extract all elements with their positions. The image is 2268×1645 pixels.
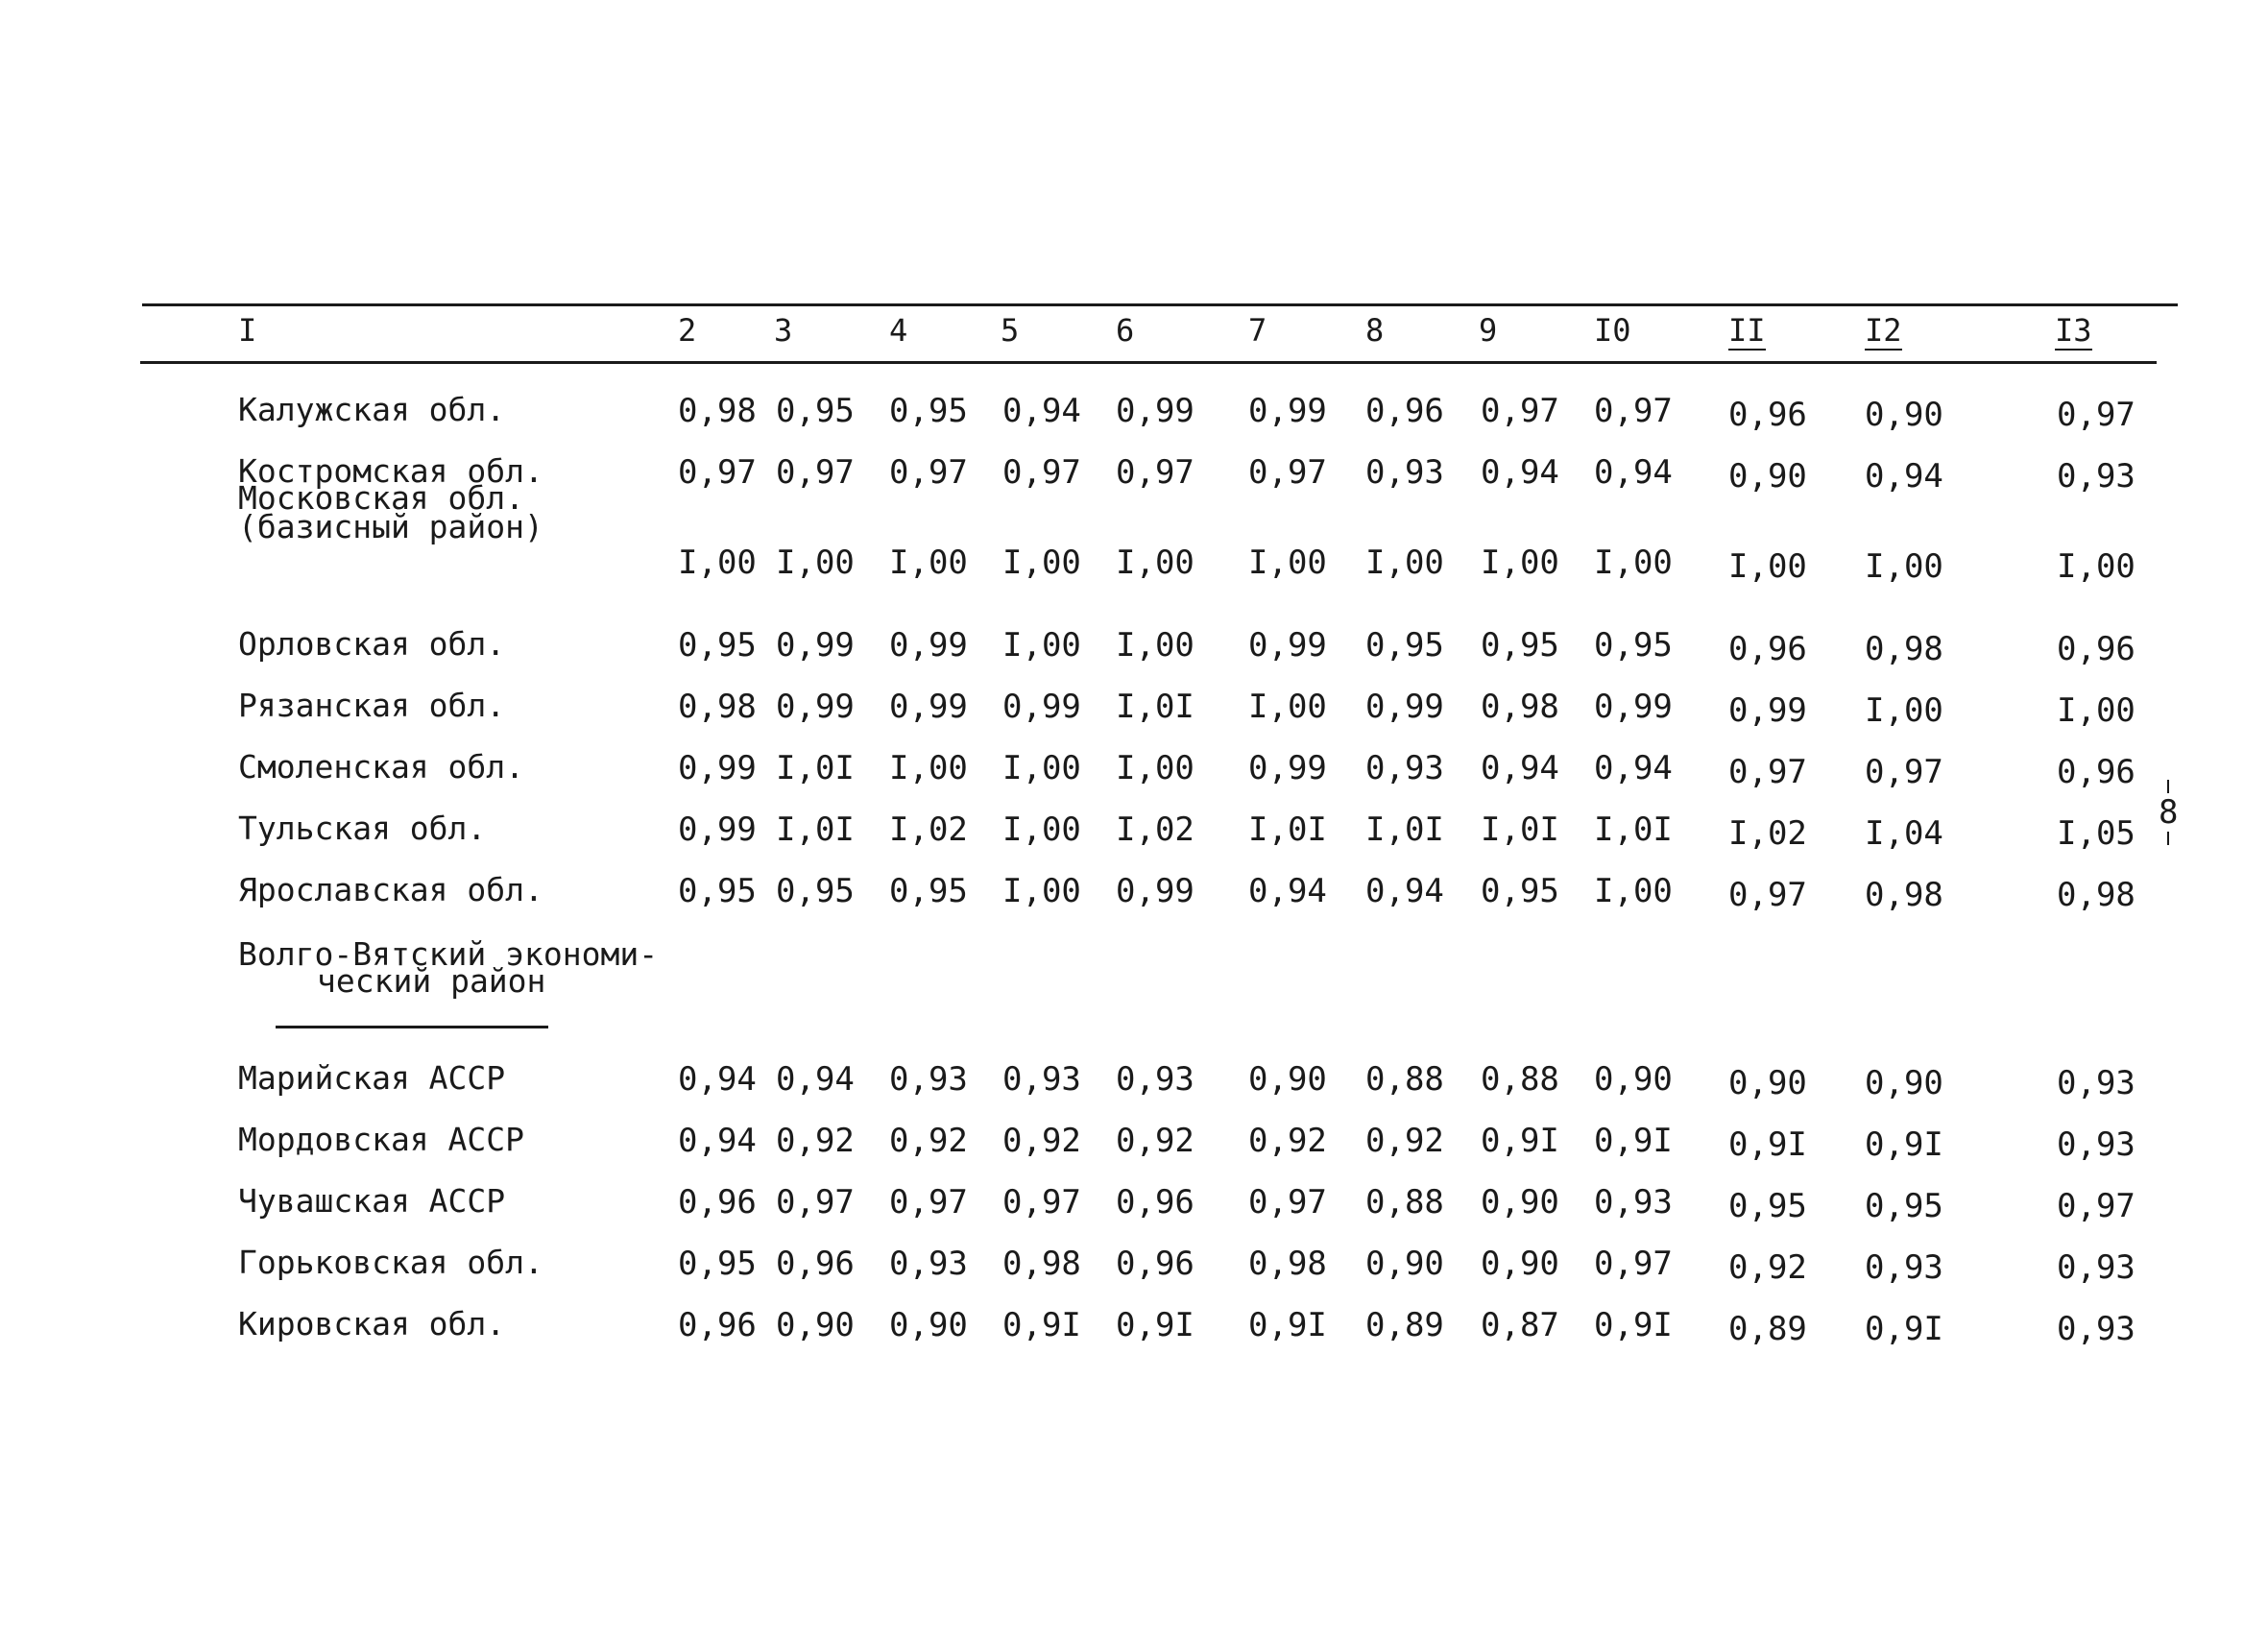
table-cell: 0,88 xyxy=(1365,1060,1444,1099)
column-header-label: 8 xyxy=(1365,312,1385,349)
table-cell: 0,99 xyxy=(1116,392,1194,430)
table-cell: 0,94 xyxy=(1365,872,1444,910)
table-cell: 0,92 xyxy=(1116,1122,1194,1160)
top-rule xyxy=(142,303,2178,306)
table-cell: 0,96 xyxy=(1116,1183,1194,1222)
table-cell: 0,97 xyxy=(776,1183,855,1222)
table-cell: 0,9I xyxy=(1865,1310,1943,1348)
table-cell: 0,90 xyxy=(889,1306,968,1344)
table-cell: 0,97 xyxy=(776,453,855,492)
table-cell: 0,93 xyxy=(1594,1183,1673,1222)
table-cell: 0,97 xyxy=(1728,753,1807,791)
table-cell: 0,99 xyxy=(678,810,757,849)
table-cell: 0,96 xyxy=(678,1183,757,1222)
region-name xyxy=(238,479,543,545)
table-cell: 0,93 xyxy=(1116,1060,1194,1099)
table-cell: 0,9I xyxy=(1728,1125,1807,1164)
table-cell: 0,93 xyxy=(1365,749,1444,787)
table-cell: 0,9I xyxy=(1594,1306,1673,1344)
table-cell: 0,99 xyxy=(1116,872,1194,910)
table-cell: 0,90 xyxy=(1865,396,1943,434)
table-cell: 0,99 xyxy=(889,626,968,665)
table-cell: 0,94 xyxy=(1594,453,1673,492)
table-cell: 0,99 xyxy=(1248,749,1327,787)
table-cell: 0,9I xyxy=(1594,1122,1673,1160)
table-cell: 0,94 xyxy=(776,1060,855,1099)
table-cell: I,04 xyxy=(1865,814,1943,853)
table-cell: 0,92 xyxy=(1365,1122,1444,1160)
table-cell: 0,95 xyxy=(1365,626,1444,665)
table-cell: 0,95 xyxy=(1481,626,1559,665)
table-cell: 0,96 xyxy=(776,1245,855,1283)
region-name-line: Московская обл. xyxy=(238,479,525,517)
table-cell: 0,96 xyxy=(1365,392,1444,430)
region-name xyxy=(238,687,506,724)
region-name-line: Рязанская обл. xyxy=(238,687,506,724)
page-number-value: 8 xyxy=(2159,793,2179,832)
table-cell: 0,97 xyxy=(1116,453,1194,492)
table-cell: I,0I xyxy=(776,749,855,787)
column-header-8 xyxy=(1365,311,1384,350)
column-header-13 xyxy=(2055,311,2092,350)
table-cell: I,00 xyxy=(1116,544,1194,582)
table-cell: I,00 xyxy=(889,749,968,787)
table-cell: 0,99 xyxy=(776,688,855,726)
table-cell: 0,95 xyxy=(678,626,757,665)
table-cell: 0,99 xyxy=(1002,688,1081,726)
column-header-label: I0 xyxy=(1594,312,1631,349)
table-cell: 0,97 xyxy=(1002,1183,1081,1222)
table-cell: 0,93 xyxy=(1002,1060,1081,1099)
region-name xyxy=(238,391,506,428)
region-name-line: Мордовская АССР xyxy=(238,1121,525,1158)
table-cell: 0,98 xyxy=(678,688,757,726)
region-name-line: Ярославская обл. xyxy=(238,871,543,908)
table-cell: 0,9I xyxy=(1002,1306,1081,1344)
table-cell: I,00 xyxy=(678,544,757,582)
column-header-5 xyxy=(1001,311,1019,350)
column-header-3 xyxy=(774,311,792,350)
table-cell: I,00 xyxy=(1865,547,1943,586)
table-cell: I,00 xyxy=(1248,688,1327,726)
table-cell: 0,95 xyxy=(1728,1187,1807,1225)
table-cell: I,00 xyxy=(1116,626,1194,665)
region-name-line: Смоленская обл. xyxy=(238,748,525,786)
column-header-2 xyxy=(678,311,696,350)
table-cell: I,00 xyxy=(2057,547,2135,586)
table-cell: I,00 xyxy=(1481,544,1559,582)
table-cell: 0,95 xyxy=(889,392,968,430)
table-cell: 0,95 xyxy=(776,872,855,910)
column-header-label: 2 xyxy=(678,312,697,349)
page-number xyxy=(2159,780,2178,845)
region-name xyxy=(238,748,525,786)
table-cell: 0,97 xyxy=(1865,753,1943,791)
column-header-12 xyxy=(1865,311,1902,350)
table-cell: I,00 xyxy=(1865,691,1943,730)
table-cell: 0,95 xyxy=(1865,1187,1943,1225)
table-cell: 0,93 xyxy=(2057,1064,2135,1102)
table-cell: 0,93 xyxy=(2057,457,2135,496)
table-cell: 0,93 xyxy=(889,1060,968,1099)
table-cell: 0,97 xyxy=(1728,876,1807,914)
table-cell: I,00 xyxy=(1728,547,1807,586)
region-name xyxy=(238,1121,525,1158)
table-cell: 0,90 xyxy=(1594,1060,1673,1099)
region-name xyxy=(238,871,543,908)
table-cell: 0,90 xyxy=(1865,1064,1943,1102)
table-cell: 0,97 xyxy=(1594,392,1673,430)
table-cell: 0,94 xyxy=(1865,457,1943,496)
table-cell: 0,99 xyxy=(776,626,855,665)
table-cell: 0,90 xyxy=(1728,457,1807,496)
table-cell: I,00 xyxy=(2057,691,2135,730)
table-cell: 0,96 xyxy=(1116,1245,1194,1283)
region-name-line: Чувашская АССР xyxy=(238,1182,506,1220)
column-header-label: 4 xyxy=(889,312,908,349)
column-header-label: 5 xyxy=(1001,312,1020,349)
table-cell: 0,94 xyxy=(1594,749,1673,787)
region-name-line: Калужская обл. xyxy=(238,391,506,428)
table-cell: 0,97 xyxy=(678,453,757,492)
table-cell: 0,95 xyxy=(1481,872,1559,910)
table-cell: 0,9I xyxy=(1116,1306,1194,1344)
table-cell: 0,99 xyxy=(889,688,968,726)
table-cell: I,0I xyxy=(776,810,855,849)
region-name-line: (базисный район) xyxy=(238,508,543,545)
table-cell: 0,90 xyxy=(776,1306,855,1344)
table-cell: 0,9I xyxy=(1481,1122,1559,1160)
table-cell: 0,96 xyxy=(1728,396,1807,434)
table-cell: 0,99 xyxy=(1248,626,1327,665)
table-cell: I,00 xyxy=(1002,810,1081,849)
region-name xyxy=(238,625,506,663)
table-cell: 0,93 xyxy=(1865,1248,1943,1287)
table-cell: 0,96 xyxy=(2057,753,2135,791)
table-cell: 0,95 xyxy=(776,392,855,430)
table-cell: 0,90 xyxy=(1481,1183,1559,1222)
table-cell: 0,87 xyxy=(1481,1306,1559,1344)
column-header-label: 3 xyxy=(774,312,793,349)
column-header-11 xyxy=(1728,311,1766,350)
table-cell: I,05 xyxy=(2057,814,2135,853)
table-cell: 0,96 xyxy=(678,1306,757,1344)
table-cell: 0,94 xyxy=(678,1122,757,1160)
table-cell: 0,9I xyxy=(1865,1125,1943,1164)
table-cell: 0,92 xyxy=(1002,1122,1081,1160)
column-header-label: 9 xyxy=(1479,312,1498,349)
section-title xyxy=(238,935,659,1000)
table-cell: 0,92 xyxy=(889,1122,968,1160)
region-name xyxy=(238,1059,506,1097)
region-name-line: Горьковская обл. xyxy=(238,1244,543,1281)
table-cell: 0,97 xyxy=(889,453,968,492)
table-cell: I,0I xyxy=(1481,810,1559,849)
table-cell: 0,99 xyxy=(1248,392,1327,430)
table-cell: 0,97 xyxy=(2057,1187,2135,1225)
table-cell: 0,92 xyxy=(1728,1248,1807,1287)
table-cell: 0,94 xyxy=(1248,872,1327,910)
table-cell: I,00 xyxy=(1002,544,1081,582)
table-cell: 0,99 xyxy=(1365,688,1444,726)
column-header-label: 6 xyxy=(1116,312,1135,349)
table-cell: 0,95 xyxy=(889,872,968,910)
table-cell: 0,97 xyxy=(1002,453,1081,492)
table-cell: I,00 xyxy=(1594,872,1673,910)
region-name-line: Кировская обл. xyxy=(238,1305,506,1343)
table-cell: I,00 xyxy=(1002,626,1081,665)
table-cell: 0,95 xyxy=(678,872,757,910)
table-cell: 0,93 xyxy=(2057,1248,2135,1287)
table-cell: 0,98 xyxy=(1481,688,1559,726)
column-header-9 xyxy=(1479,311,1497,350)
table-cell: 0,94 xyxy=(678,1060,757,1099)
table-cell: I,00 xyxy=(1002,749,1081,787)
column-header-4 xyxy=(889,311,907,350)
table-cell: 0,99 xyxy=(1594,688,1673,726)
table-cell: 0,99 xyxy=(678,749,757,787)
table-cell: I,0I xyxy=(1365,810,1444,849)
region-name xyxy=(238,1244,543,1281)
column-header-1 xyxy=(238,311,256,350)
table-cell: 0,99 xyxy=(1728,691,1807,730)
table-cell: 0,98 xyxy=(678,392,757,430)
column-header-7 xyxy=(1248,311,1267,350)
table-cell: 0,94 xyxy=(1481,749,1559,787)
table-cell: 0,97 xyxy=(1248,1183,1327,1222)
table-cell: 0,97 xyxy=(1248,453,1327,492)
table-cell: I,02 xyxy=(1728,814,1807,853)
region-name-line: Костромская обл. xyxy=(238,452,543,490)
column-header-label: I xyxy=(238,312,257,349)
table-cell: I,00 xyxy=(1116,749,1194,787)
table-cell: 0,93 xyxy=(889,1245,968,1283)
table-cell: 0,96 xyxy=(2057,630,2135,668)
table-cell: 0,89 xyxy=(1365,1306,1444,1344)
table-cell: 0,92 xyxy=(776,1122,855,1160)
table-cell: I,00 xyxy=(1594,544,1673,582)
section-title-line2: ческий район xyxy=(317,962,546,1000)
table-cell: 0,9I xyxy=(1248,1306,1327,1344)
table-cell: I,00 xyxy=(1365,544,1444,582)
region-name xyxy=(238,810,487,847)
table-cell: 0,97 xyxy=(1481,392,1559,430)
header-rule xyxy=(140,361,2157,364)
column-header-label: II xyxy=(1728,312,1766,349)
table-cell: I,02 xyxy=(889,810,968,849)
table-cell: 0,90 xyxy=(1248,1060,1327,1099)
column-header-10 xyxy=(1594,311,1631,350)
column-header-6 xyxy=(1116,311,1134,350)
column-header-label: 7 xyxy=(1248,312,1267,349)
table-cell: 0,90 xyxy=(1365,1245,1444,1283)
table-cell: I,0I xyxy=(1594,810,1673,849)
table-cell: 0,97 xyxy=(889,1183,968,1222)
section-title-line1: Волго-Вятский экономи- xyxy=(238,935,659,973)
section-underline xyxy=(276,1026,548,1028)
table-cell: I,0I xyxy=(1116,688,1194,726)
region-name-line: Орловская обл. xyxy=(238,625,506,663)
table-cell: 0,90 xyxy=(1728,1064,1807,1102)
page-number-tick-top xyxy=(2167,780,2169,793)
table-cell: 0,98 xyxy=(1865,630,1943,668)
table-cell: 0,88 xyxy=(1365,1183,1444,1222)
column-header-label: I2 xyxy=(1865,312,1902,349)
region-name xyxy=(238,1182,506,1220)
table-cell: 0,92 xyxy=(1248,1122,1327,1160)
table-cell: 0,98 xyxy=(1248,1245,1327,1283)
table-cell: I,00 xyxy=(1002,872,1081,910)
table-cell: I,02 xyxy=(1116,810,1194,849)
table-cell: 0,98 xyxy=(2057,876,2135,914)
table-cell: 0,94 xyxy=(1002,392,1081,430)
table-cell: 0,97 xyxy=(2057,396,2135,434)
table-cell: 0,98 xyxy=(1865,876,1943,914)
table-cell: 0,93 xyxy=(2057,1310,2135,1348)
table-cell: 0,93 xyxy=(2057,1125,2135,1164)
page-number-tick-bottom xyxy=(2167,832,2169,845)
table-cell: 0,88 xyxy=(1481,1060,1559,1099)
table-cell: 0,94 xyxy=(1481,453,1559,492)
table-cell: 0,89 xyxy=(1728,1310,1807,1348)
table-cell: 0,96 xyxy=(1728,630,1807,668)
column-header-label: I3 xyxy=(2055,312,2092,349)
table-cell: 0,93 xyxy=(1365,453,1444,492)
table-cell: 0,95 xyxy=(1594,626,1673,665)
region-name xyxy=(238,1305,506,1343)
table-cell: I,00 xyxy=(776,544,855,582)
table-cell: I,00 xyxy=(889,544,968,582)
table-cell: 0,95 xyxy=(678,1245,757,1283)
table-cell: 0,90 xyxy=(1481,1245,1559,1283)
table-cell: I,0I xyxy=(1248,810,1327,849)
region-name-line: Марийская АССР xyxy=(238,1059,506,1097)
region-name-line: Тульская обл. xyxy=(238,810,487,847)
table-cell: 0,97 xyxy=(1594,1245,1673,1283)
table-cell: 0,98 xyxy=(1002,1245,1081,1283)
table-cell: I,00 xyxy=(1248,544,1327,582)
